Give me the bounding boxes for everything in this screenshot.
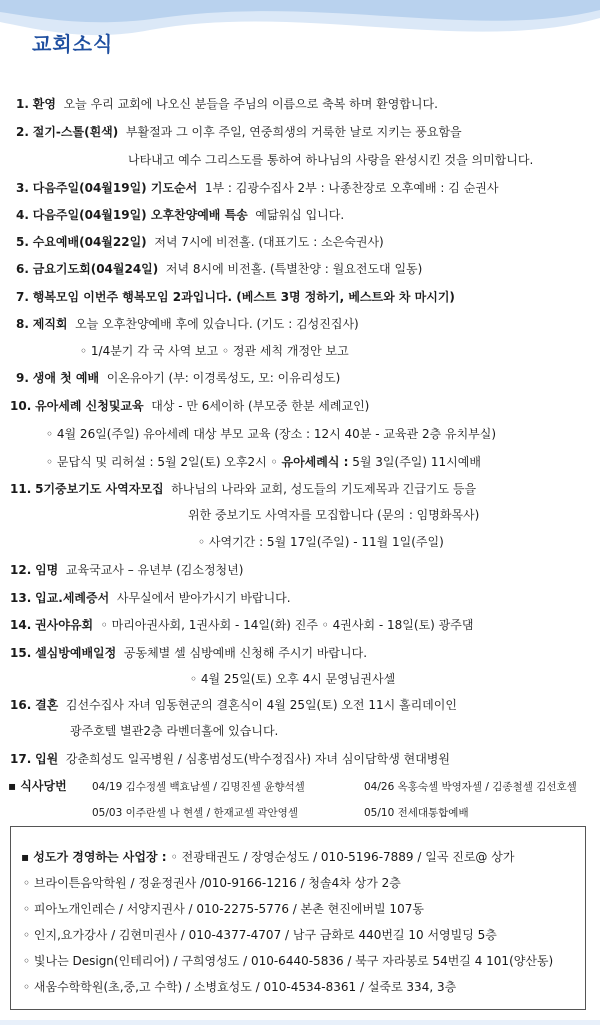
news-item-4 — [16, 207, 344, 223]
news-item-11 — [10, 481, 476, 497]
member-business-box — [10, 826, 586, 1010]
item-number: 2. — [16, 125, 29, 139]
item-text: 오늘 오후찬양예배 후에 있습니다. (기도 : 김성진집사) — [75, 317, 359, 331]
news-item-12 — [10, 562, 243, 578]
item-heading: 환영 — [32, 97, 56, 111]
business-entry: ◦ 피아노개인레슨 / 서양지권사 / 010-2275-5776 / 본촌 현진에버빌 107동 — [23, 902, 424, 916]
news-item-13 — [10, 590, 291, 606]
item-text: 1부 : 김광수집사 2부 : 나종찬장로 오후예배 : 김 순권사 — [204, 181, 499, 195]
item-subpoint-text: ◦ 문답식 및 리허설 : 5월 2일(토) 오후2시 ◦ — [46, 455, 282, 469]
item-subpoint — [46, 454, 481, 470]
news-item-7 — [16, 289, 455, 305]
business-entry: ◦ 브라이튼음악학원 / 정윤정권사 /010-9166-1216 / 청솔4차 상가 2층 — [23, 876, 401, 890]
item-number: 14. — [10, 618, 32, 632]
item-heading: 다음주일(04월19일) 오후찬양예배 특송 — [32, 208, 248, 222]
meal-duty-entry: 05/03 이주란셀 나 현셀 / 한재교셀 곽안영셀 — [92, 807, 298, 819]
item-number: 5. — [16, 235, 29, 249]
item-number: 9. — [16, 371, 29, 385]
item-text: 부활절과 그 이후 주일, 연중희생의 거룩한 날로 지키는 풍요함을 — [125, 125, 462, 139]
news-item-8 — [16, 316, 359, 332]
business-entry: ◦ 새움수학학원(초,중,고 수학) / 소병효성도 / 010-4534-8361 / 설죽로 334, 3층 — [23, 980, 457, 994]
item-text-continued: 나타내고 예수 그리스도를 통하여 하나님의 사랑을 완성시킨 것을 의미합니다. — [128, 153, 534, 167]
meal-duty-entry: 04/26 옥홍숙셀 박영자셀 / 김종철셀 김선호셀 — [364, 781, 577, 793]
business-entry: ◦ 전광태권도 / 장영순성도 / 010-5196-7889 / 일곡 진로@ 상가 — [170, 850, 515, 864]
item-number: 8. — [16, 317, 29, 331]
item-number: 16. — [10, 698, 32, 712]
item-subpoint-bold: 유아세례식 : — [281, 455, 349, 469]
item-heading: 절기-스톨(흰색) — [32, 125, 119, 139]
news-item-14 — [10, 617, 473, 633]
item-text: 오늘 우리 교회에 나오신 분들을 주님의 이름으로 축복 하며 환영합니다. — [63, 97, 438, 111]
item-text: 저녁 7시에 비전홀. (대표기도 : 소은숙권사) — [154, 235, 384, 249]
item-heading: 결혼 — [35, 698, 59, 712]
item-heading: 다음주일(04월19일) 기도순서 — [32, 181, 198, 195]
news-item-17 — [10, 751, 450, 767]
item-heading: 5기중보기도 사역자모집 — [35, 482, 164, 496]
item-heading: 생애 첫 예배 — [32, 371, 100, 385]
news-item-10 — [10, 398, 369, 414]
item-text: 사무실에서 받아가시기 바랍니다. — [116, 591, 291, 605]
item-subpoint: ◦ 4월 25일(토) 오후 4시 문영님권사셀 — [190, 672, 396, 686]
item-number: 1. — [16, 97, 29, 111]
item-text: 대상 - 만 6세이하 (부모중 한분 세례교인) — [151, 399, 370, 413]
item-subpoints: ◦ 1/4분기 각 국 사역 보고 ◦ 정관 세칙 개정안 보고 — [80, 344, 349, 358]
item-number: 17. — [10, 752, 32, 766]
news-item-5 — [16, 234, 384, 250]
item-text: 교육국교사 – 유년부 (김소정청년) — [65, 563, 244, 577]
item-text-continued: 광주호텔 별관2층 라벤더홀에 있습니다. — [70, 724, 279, 738]
item-text: 저녁 8시에 비전홀. (특별찬양 : 월요전도대 일동) — [165, 262, 423, 276]
item-text: 공동체별 셀 심방예배 신청해 주시기 바랍니다. — [123, 646, 368, 660]
business-entry: ◦ 인지,요가강사 / 김현미권사 / 010-4377-4707 / 남구 금화로 440번길 10 서영빌딩 5층 — [23, 928, 497, 942]
item-text: 하나님의 나라와 교회, 성도들의 기도제목과 긴급기도 등을 — [171, 482, 477, 496]
item-subpoint: ◦ 사역기간 : 5월 17일(주일) - 11월 1일(주일) — [198, 535, 444, 549]
item-number: 15. — [10, 646, 32, 660]
item-text: 이온유아기 (부: 이경록성도, 모: 이유리성도) — [106, 371, 341, 385]
item-heading: 셀심방예배일정 — [35, 646, 117, 660]
news-item-2 — [16, 124, 462, 140]
page-title: 교회소식 — [32, 32, 114, 56]
item-text: 김선수집사 자녀 임동현군의 결혼식이 4월 25일(토) 오전 11시 홀리데이인 — [65, 698, 457, 712]
news-item-1 — [16, 96, 438, 112]
news-item-16 — [10, 697, 457, 713]
news-item-6 — [16, 261, 422, 277]
item-number: 4. — [16, 208, 29, 222]
item-heading: 입원 — [35, 752, 59, 766]
item-text: ◦ 마리아권사회, 1권사회 - 14일(화) 진주 ◦ 4권사회 - 18일(토) 광주댐 — [100, 618, 474, 632]
item-heading: 권사야유회 — [35, 618, 94, 632]
item-heading: 입교.세례증서 — [35, 591, 110, 605]
item-text-continued: 위한 중보기도 사역자를 모집합니다 (문의 : 임명화목사) — [188, 508, 480, 522]
item-heading: 행복모임 이번주 행복모임 2과입니다. (베스트 3명 정하기, 베스트와 차 마시기) — [32, 290, 455, 304]
item-subpoint-text: 5월 3일(주일) 11시예배 — [348, 455, 481, 469]
item-heading: 제직회 — [32, 317, 68, 331]
meal-duty-heading: ▪ 식사당번 — [8, 779, 67, 793]
item-number: 3. — [16, 181, 29, 195]
item-number: 7. — [16, 290, 29, 304]
item-heading: 수요예배(04월22일) — [32, 235, 147, 249]
item-subpoint: ◦ 4월 26일(주일) 유아세례 대상 부모 교육 (장소 : 12시 40분 - 교육관 2층 유치부실) — [46, 427, 497, 441]
item-heading: 금요기도회(04월24일) — [32, 262, 159, 276]
news-item-15 — [10, 645, 367, 661]
item-number: 11. — [10, 482, 32, 496]
item-heading: 임명 — [35, 563, 59, 577]
meal-duty-entry: 04/19 김수정셀 백효남셀 / 김명진셀 윤향석셀 — [92, 781, 305, 793]
business-heading — [21, 849, 514, 865]
item-number: 10. — [10, 399, 32, 413]
news-item-9 — [16, 370, 340, 386]
business-heading-text: ▪ 성도가 경영하는 사업장 : — [21, 850, 167, 864]
item-number: 13. — [10, 591, 32, 605]
item-number: 12. — [10, 563, 32, 577]
meal-duty-entry: 05/10 전세대통합예배 — [364, 807, 469, 819]
business-entry: ◦ 빛나는 Design(인테리어) / 구희영성도 / 010-6440-5836 / 북구 자라봉로 54번길 4 101(양산동) — [23, 954, 554, 968]
item-heading: 유아세례 신청및교육 — [35, 399, 144, 413]
item-text: 예닮워십 입니다. — [255, 208, 345, 222]
news-item-3 — [16, 180, 498, 196]
item-text: 강춘희성도 일곡병원 / 심홍범성도(박수정집사) 자녀 심이담학생 현대병원 — [65, 752, 450, 766]
item-number: 6. — [16, 262, 29, 276]
